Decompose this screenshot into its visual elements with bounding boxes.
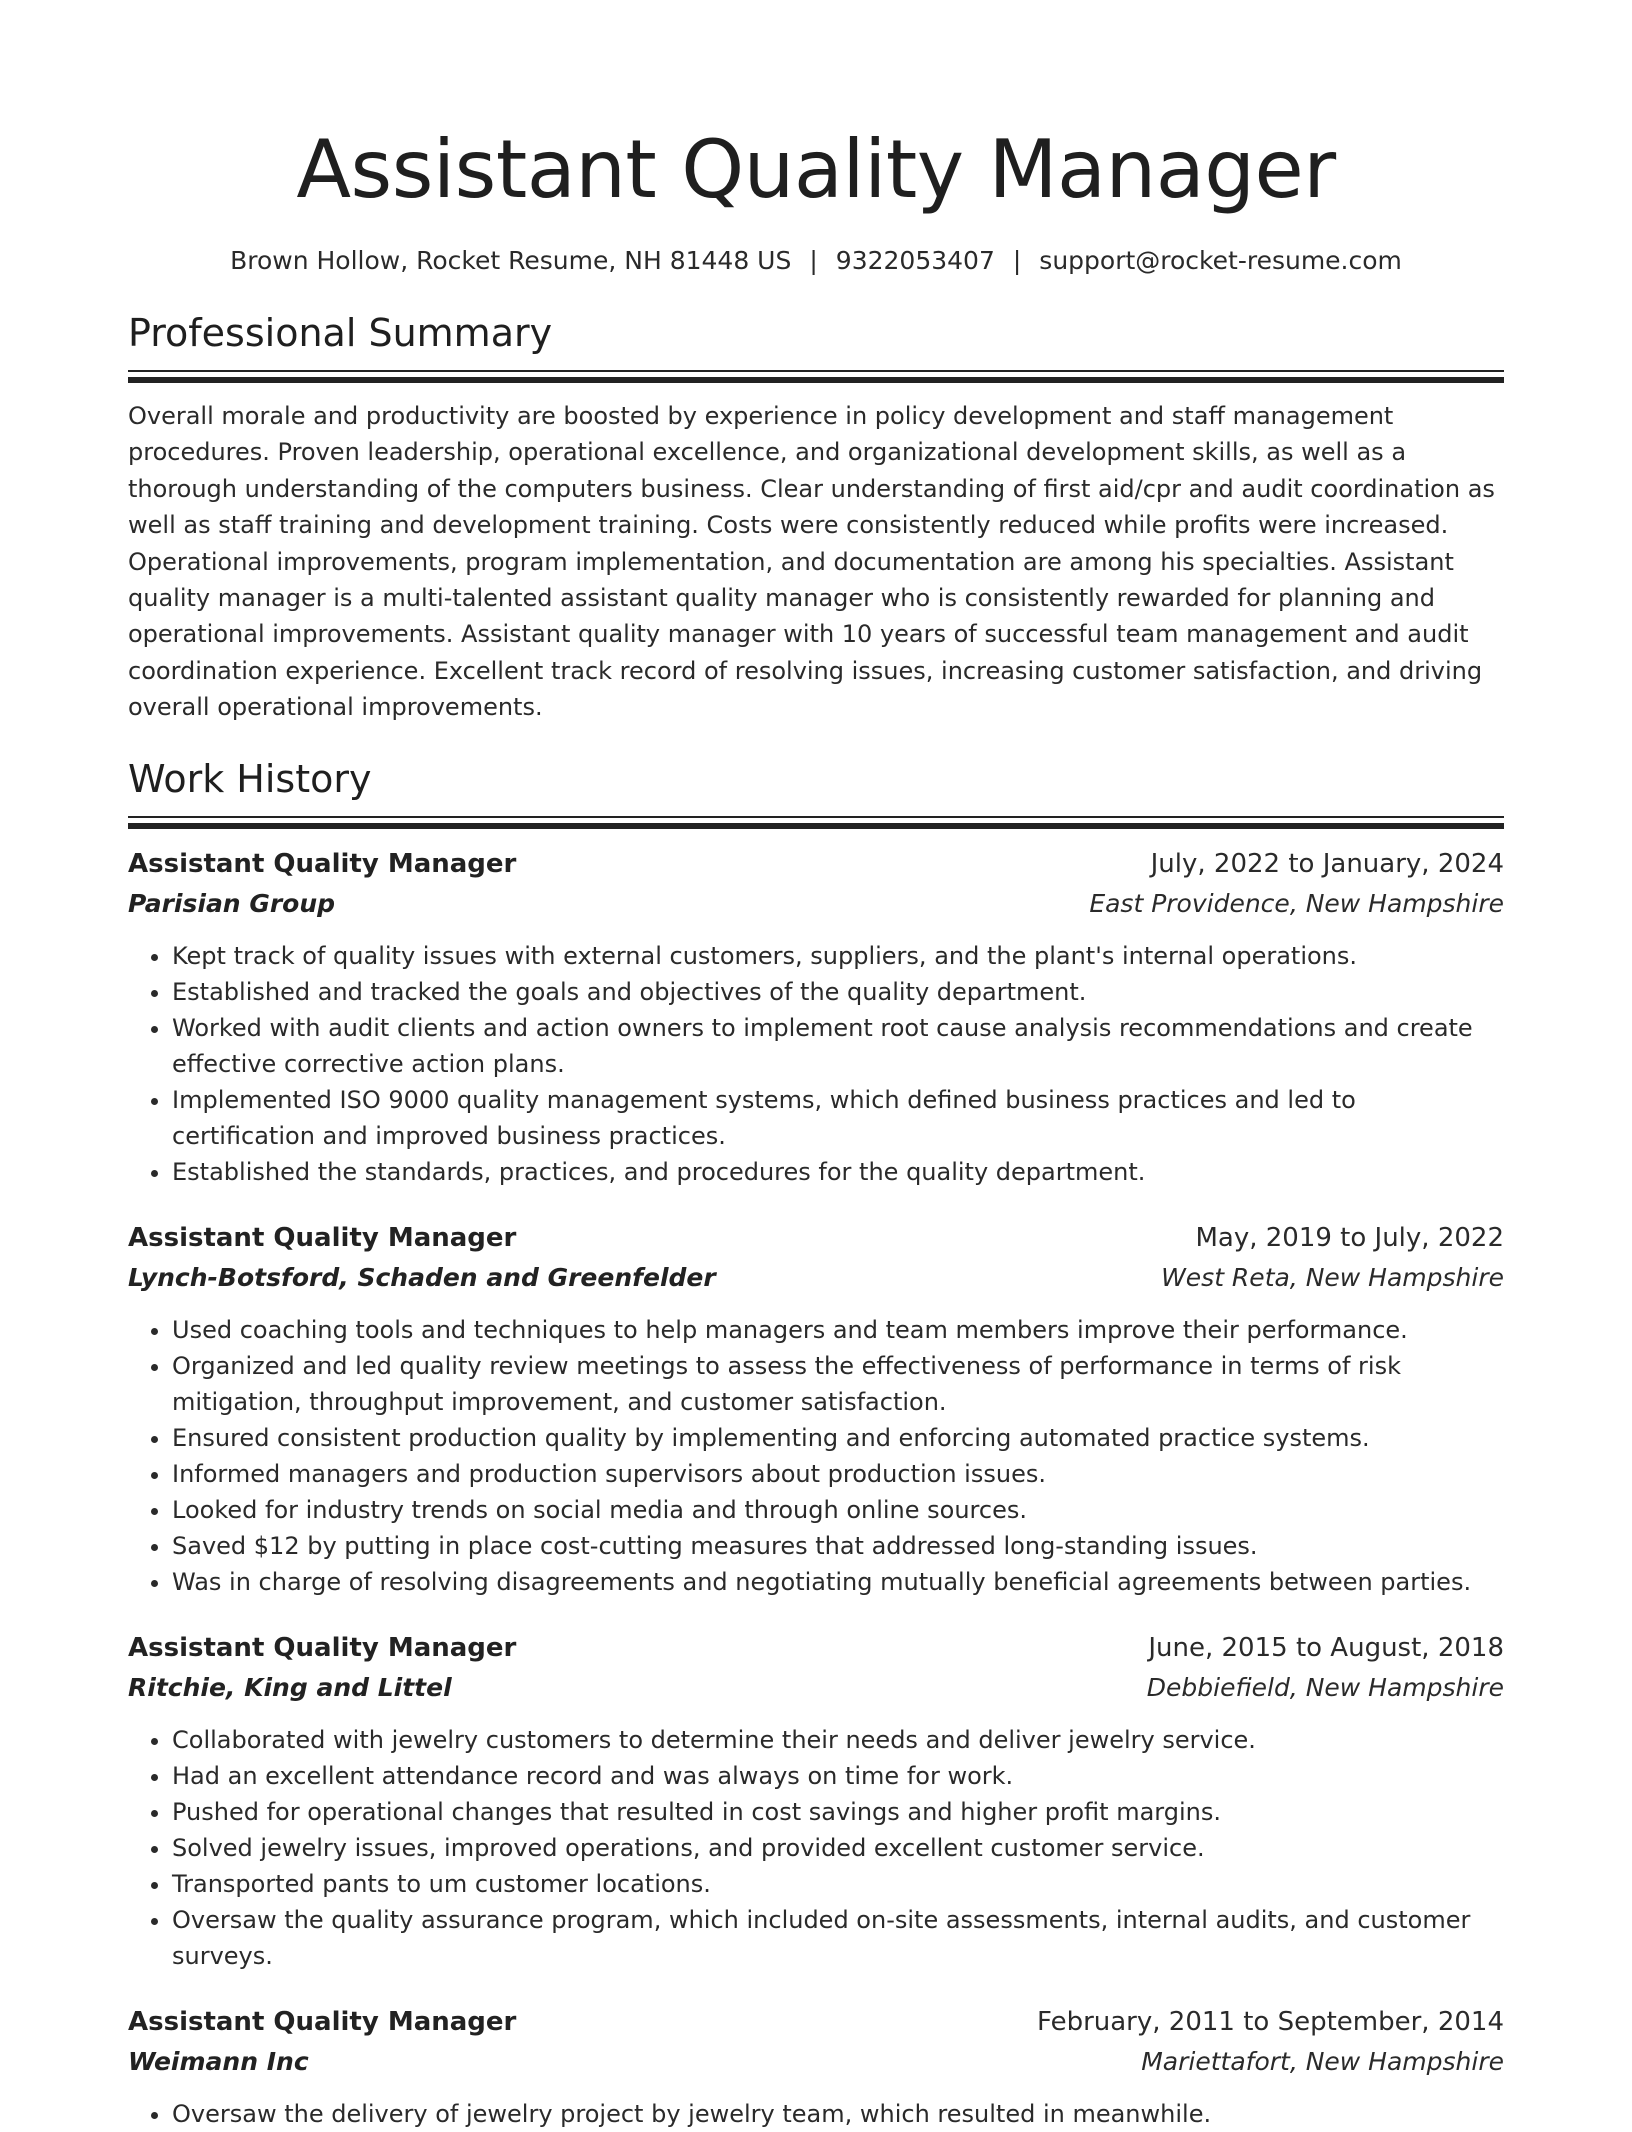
resume-page [128, 0, 1504, 2132]
job-company-row [128, 2042, 1504, 2082]
job-entry [128, 844, 1504, 1190]
job-company: Weimann Inc [128, 2046, 309, 2076]
job-location: Mariettafort, New Hampshire [1141, 2046, 1504, 2076]
contact-email: support@rocket-resume.com [1039, 246, 1402, 275]
duty-item: • Pushed for operational changes that resulted in cost savings and higher profit margins. [172, 1794, 1504, 1830]
duty-item: • Organized and led quality review meetings to assess the effectiveness of performance in terms of risk mitigation, throughput improvement, and customer satisfaction. [172, 1348, 1504, 1420]
job-header-row [128, 1218, 1504, 1258]
contact-separator: | [1012, 246, 1022, 275]
job-dates: July, 2022 to January, 2024 [1150, 848, 1504, 879]
job-location: Debbiefield, New Hampshire [1146, 1672, 1504, 1702]
section-divider [128, 816, 1504, 830]
duty-item: • Established and tracked the goals and objectives of the quality department. [172, 974, 1504, 1010]
duty-item: • Informed managers and production supervisors about production issues. [172, 1456, 1504, 1492]
contact-separator: | [809, 246, 818, 275]
summary-text: Overall morale and productivity are boosted by experience in policy development and staff management procedures. Proven leadership, operational excellence, and organizational development skills, as well as a thorough understanding of the computers business. Clear understanding of first aid/cpr and audit coordination as well as staff training and development training. Costs were consistently reduced while profits were increased. Operational improvements, program implementation, and documentation are among his specialties. Assistant quality manager is a multi-talented assistant quality manager who is consistently rewarded for planning and operational improvements. Assistant quality manager with 10 years of successful team management and audit coordination experience. Excellent track record of resolving issues, increasing customer satisfaction, and driving overall operational improvements. [128, 402, 1495, 722]
job-title: Assistant Quality Manager [128, 1632, 517, 1663]
job-header-row [128, 844, 1504, 884]
summary-section [128, 308, 1504, 726]
contact-phone: 9322053407 [835, 246, 995, 275]
duty-item: • Solved jewelry issues, improved operations, and provided excellent customer service. [172, 1830, 1504, 1866]
duty-item: • Transported pants to um customer locations. [172, 1866, 1504, 1902]
contact-line [128, 244, 1504, 278]
duty-item: • Oversaw the delivery of jewelry project by jewelry team, which resulted in meanwhile. [172, 2096, 1504, 2132]
job-title: Assistant Quality Manager [128, 2006, 517, 2037]
job-header-row [128, 2002, 1504, 2042]
job-entry [128, 1218, 1504, 1600]
job-dates: February, 2011 to September, 2014 [1037, 2006, 1504, 2037]
duty-item: • Ensured consistent production quality by implementing and enforcing automated practice systems. [172, 1420, 1504, 1456]
resume-name: Assistant Quality Manager [296, 123, 1336, 216]
work-history-section [128, 754, 1504, 2132]
job-company-row [128, 1668, 1504, 1708]
contact-address: Brown Hollow, Rocket Resume, NH 81448 US [230, 246, 792, 275]
duty-item: • Collaborated with jewelry customers to determine their needs and deliver jewelry service. [172, 1722, 1504, 1758]
job-company-row [128, 884, 1504, 924]
duty-item: • Implemented ISO 9000 quality management systems, which defined business practices and led to certification and improved business practices. [172, 1082, 1504, 1154]
duty-list [128, 2096, 1504, 2132]
duty-item: • Used coaching tools and techniques to help managers and team members improve their performance. [172, 1312, 1504, 1348]
job-company: Parisian Group [128, 888, 336, 918]
duty-item: • Looked for industry trends on social media and through online sources. [172, 1492, 1504, 1528]
duty-item: • Established the standards, practices, and procedures for the quality department. [172, 1154, 1504, 1190]
work-history-heading: Work History [128, 756, 372, 801]
duty-list [128, 938, 1504, 1190]
duty-item: • Had an excellent attendance record and was always on time for work. [172, 1758, 1504, 1794]
job-dates: June, 2015 to August, 2018 [1148, 1632, 1504, 1663]
job-company: Ritchie, King and Littel [128, 1672, 452, 1702]
summary-heading: Professional Summary [128, 311, 553, 355]
job-entry [128, 1628, 1504, 1974]
job-company: Lynch-Botsford, Schaden and Greenfelder [128, 1262, 716, 1292]
duty-item: • Saved $12 by putting in place cost-cutting measures that addressed long-standing issues. [172, 1528, 1504, 1564]
job-title: Assistant Quality Manager [128, 848, 517, 879]
duty-item: • Oversaw the quality assurance program, which included on-site assessments, internal audits, and customer surveys. [172, 1902, 1504, 1974]
duty-item: • Was in charge of resolving disagreements and negotiating mutually beneficial agreements between parties. [172, 1564, 1504, 1600]
job-header-row [128, 1628, 1504, 1668]
duty-list [128, 1312, 1504, 1600]
job-entry [128, 2002, 1504, 2132]
job-location: West Reta, New Hampshire [1161, 1262, 1504, 1292]
job-dates: May, 2019 to July, 2022 [1195, 1222, 1504, 1253]
job-location: East Providence, New Hampshire [1089, 888, 1504, 918]
duty-list [128, 1722, 1504, 1974]
job-title: Assistant Quality Manager [128, 1222, 517, 1253]
section-divider [128, 370, 1504, 384]
duty-item: • Worked with audit clients and action owners to implement root cause analysis recommendations and create effective corrective action plans. [172, 1010, 1504, 1082]
duty-item: • Kept track of quality issues with external customers, suppliers, and the plant's internal operations. [172, 938, 1504, 974]
job-company-row [128, 1258, 1504, 1298]
